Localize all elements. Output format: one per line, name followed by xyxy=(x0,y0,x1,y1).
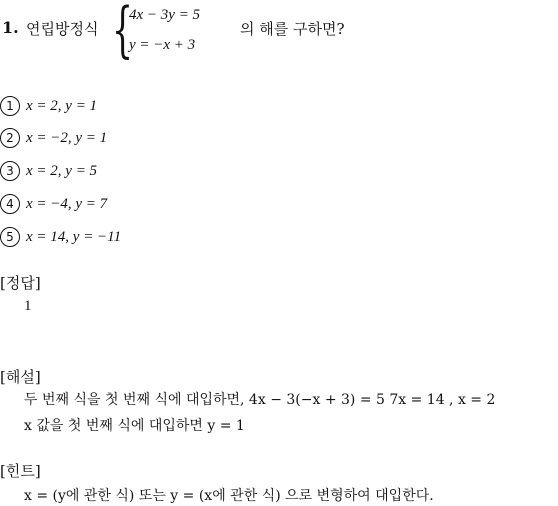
question-tail-text: 의 해를 구하면? xyxy=(240,20,345,38)
choice-5[interactable] xyxy=(0,227,121,247)
choice-3-marker: 3 xyxy=(0,161,20,181)
choice-4-marker: 4 xyxy=(0,194,20,214)
explanation-line-1: 두 번째 식을 첫 번째 식에 대입하면, 4x − 3(−x + 3) = 5 7x = 14 , x = 2 xyxy=(24,392,496,408)
system-brace: { xyxy=(112,0,134,65)
choice-3[interactable] xyxy=(0,161,97,181)
hint-title: [힌트] xyxy=(0,462,41,480)
question-lead-text: 연립방정식 xyxy=(26,20,99,38)
system-equation-1: 4x − 3y = 5 xyxy=(129,7,201,23)
answer-title: [정답] xyxy=(0,274,41,292)
answer-value: 1 xyxy=(24,298,32,314)
system-equation-2: y = −x + 3 xyxy=(129,37,196,53)
choice-2-text: x = −2, y = 1 xyxy=(26,129,108,146)
question-number: 1. xyxy=(2,18,19,37)
choice-1-marker: 1 xyxy=(0,96,20,116)
explanation-title: [해설] xyxy=(0,368,41,386)
hint-line-1: x = (y에 관한 식) 또는 y = (x에 관한 식) 으로 변형하여 대입한다. xyxy=(24,488,434,504)
choice-2[interactable] xyxy=(0,128,107,148)
choice-4-text: x = −4, y = 7 xyxy=(26,195,108,212)
choice-5-marker: 5 xyxy=(0,227,20,247)
choice-2-marker: 2 xyxy=(0,128,20,148)
choice-3-text: x = 2, y = 5 xyxy=(26,162,98,179)
choice-1-text: x = 2, y = 1 xyxy=(26,97,98,114)
choice-5-text: x = 14, y = −11 xyxy=(26,228,122,245)
choice-4[interactable] xyxy=(0,194,107,214)
choice-1[interactable] xyxy=(0,96,97,116)
explanation-line-2: x 값을 첫 번째 식에 대입하면 y = 1 xyxy=(24,418,245,434)
